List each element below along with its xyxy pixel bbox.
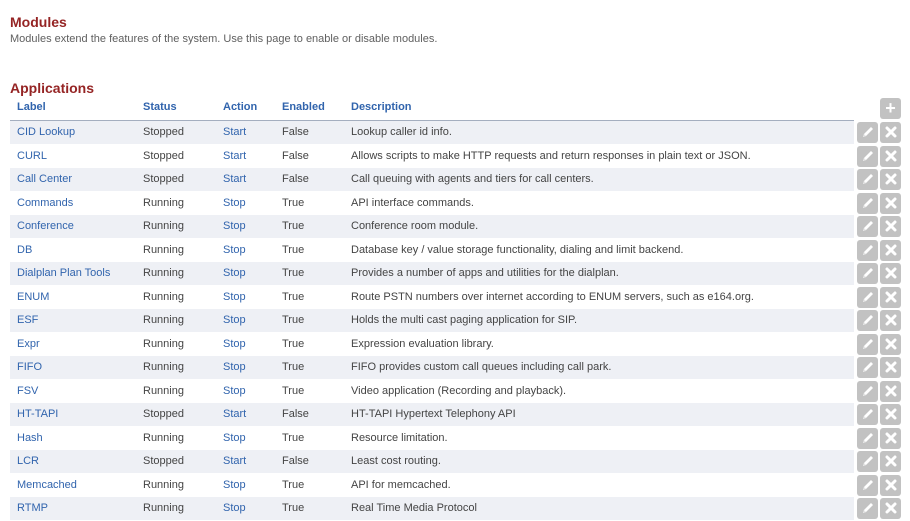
module-label-link[interactable]: LCR: [17, 455, 40, 467]
module-enabled: True: [282, 361, 305, 373]
close-icon: [880, 384, 901, 398]
edit-module-button[interactable]: [857, 122, 878, 143]
edit-module-button[interactable]: [857, 263, 878, 284]
pencil-icon: [857, 313, 878, 327]
delete-module-button[interactable]: [880, 451, 901, 472]
module-description: Route PSTN numbers over internet according to ENUM servers, such as e164.org.: [351, 290, 754, 303]
module-label-link[interactable]: Memcached: [17, 478, 77, 491]
table-row: [0, 403, 910, 427]
module-label-link[interactable]: FIFO: [17, 361, 43, 373]
close-icon: [880, 266, 901, 280]
pencil-icon: [857, 337, 878, 351]
close-icon: [880, 196, 901, 210]
module-status: Stopped: [143, 126, 184, 138]
close-icon: [880, 172, 901, 186]
module-action-link[interactable]: Start: [223, 408, 247, 420]
modules-table: [0, 121, 910, 521]
module-description: Conference room module.: [351, 220, 479, 232]
module-label-link[interactable]: Commands: [17, 196, 74, 209]
module-action-link[interactable]: Stop: [223, 243, 246, 256]
pencil-icon: [857, 149, 878, 163]
close-icon: [880, 219, 901, 233]
delete-module-button[interactable]: [880, 357, 901, 378]
table-row: [0, 356, 910, 380]
module-action-link[interactable]: Stop: [223, 337, 246, 350]
delete-module-button[interactable]: [880, 334, 901, 355]
edit-module-button[interactable]: [857, 451, 878, 472]
close-icon: [880, 149, 901, 163]
module-description: Expression evaluation library.: [351, 337, 494, 350]
module-description: Holds the multi cast paging application for SIP.: [351, 314, 578, 326]
module-action-link[interactable]: Start: [223, 149, 247, 162]
table-row: [0, 286, 910, 310]
column-header-label[interactable]: Label: [17, 101, 46, 113]
close-icon: [880, 313, 901, 327]
module-enabled: True: [282, 243, 305, 256]
module-description: Resource limitation.: [351, 431, 448, 444]
module-action-link[interactable]: Stop: [223, 220, 246, 232]
delete-module-button[interactable]: [880, 122, 901, 143]
edit-module-button[interactable]: [857, 169, 878, 190]
module-enabled: False: [282, 126, 309, 138]
close-icon: [880, 125, 901, 139]
module-description: Database key / value storage functionality, dialing and limit backend.: [351, 243, 684, 256]
module-description: Least cost routing.: [351, 455, 441, 467]
module-action-link[interactable]: Stop: [223, 267, 246, 279]
edit-module-button[interactable]: [857, 357, 878, 378]
pencil-icon: [857, 125, 878, 139]
edit-module-button[interactable]: [857, 216, 878, 237]
edit-module-button[interactable]: [857, 404, 878, 425]
pencil-icon: [857, 219, 878, 233]
edit-module-button[interactable]: [857, 310, 878, 331]
module-action-link[interactable]: Stop: [223, 431, 246, 444]
module-label-link[interactable]: CURL: [17, 149, 47, 162]
close-icon: [880, 431, 901, 445]
module-label-link[interactable]: FSV: [17, 384, 39, 397]
module-enabled: True: [282, 220, 305, 232]
table-row: [0, 168, 910, 192]
column-header-status[interactable]: Status: [143, 101, 177, 113]
pencil-icon: [857, 196, 878, 210]
module-action-link[interactable]: Stop: [223, 196, 246, 209]
close-icon: [880, 360, 901, 374]
table-row: [0, 262, 910, 286]
module-status: Running: [143, 431, 184, 444]
module-enabled: True: [282, 267, 305, 279]
module-description: HT-TAPI Hypertext Telephony API: [351, 408, 516, 420]
module-enabled: True: [282, 337, 305, 350]
module-label-link[interactable]: HT-TAPI: [17, 408, 59, 420]
delete-module-button[interactable]: [880, 381, 901, 402]
delete-module-button[interactable]: [880, 193, 901, 214]
edit-module-button[interactable]: [857, 475, 878, 496]
module-status: Running: [143, 337, 184, 350]
pencil-icon: [857, 454, 878, 468]
table-row: [0, 215, 910, 239]
pencil-icon: [857, 266, 878, 280]
pencil-icon: [857, 360, 878, 374]
table-row: [0, 380, 910, 404]
module-status: Running: [143, 243, 184, 256]
table-row: [0, 145, 910, 169]
module-status: Stopped: [143, 149, 184, 162]
module-status: Running: [143, 502, 184, 514]
module-description: Provides a number of apps and utilities for the dialplan.: [351, 267, 619, 279]
pencil-icon: [857, 290, 878, 304]
pencil-icon: [857, 407, 878, 421]
close-icon: [880, 501, 901, 515]
module-enabled: True: [282, 314, 305, 326]
module-action-link[interactable]: Stop: [223, 502, 246, 514]
module-status: Running: [143, 196, 184, 209]
module-enabled: True: [282, 431, 305, 444]
section-title: Applications: [10, 80, 95, 96]
table-row: [0, 333, 910, 357]
page-title: Modules: [10, 14, 67, 30]
module-action-link[interactable]: Stop: [223, 384, 246, 397]
table-row: [0, 192, 910, 216]
module-enabled: True: [282, 384, 305, 397]
table-row: [0, 474, 910, 498]
module-label-link[interactable]: Hash: [17, 431, 43, 444]
add-module-button[interactable]: [880, 98, 901, 119]
module-enabled: False: [282, 408, 309, 420]
module-status: Stopped: [143, 408, 184, 420]
pencil-icon: [857, 243, 878, 257]
module-enabled: False: [282, 173, 309, 185]
module-description: API interface commands.: [351, 196, 474, 209]
delete-module-button[interactable]: [880, 169, 901, 190]
close-icon: [880, 454, 901, 468]
close-icon: [880, 337, 901, 351]
delete-module-button[interactable]: [880, 263, 901, 284]
edit-module-button[interactable]: [857, 146, 878, 167]
module-status: Stopped: [143, 455, 184, 467]
close-icon: [880, 243, 901, 257]
module-status: Running: [143, 361, 184, 373]
close-icon: [880, 290, 901, 304]
module-status: Running: [143, 314, 184, 326]
module-action-link[interactable]: Stop: [223, 314, 246, 326]
column-header-action[interactable]: Action: [223, 101, 258, 113]
module-action-link[interactable]: Stop: [223, 478, 246, 491]
module-status: Running: [143, 384, 184, 397]
module-label-link[interactable]: Expr: [17, 337, 40, 350]
delete-module-button[interactable]: [880, 475, 901, 496]
pencil-icon: [857, 172, 878, 186]
delete-module-button[interactable]: [880, 428, 901, 449]
pencil-icon: [857, 501, 878, 515]
module-enabled: True: [282, 196, 305, 209]
column-header-enabled[interactable]: Enabled: [282, 101, 325, 113]
module-label-link[interactable]: Call Center: [17, 173, 73, 185]
module-enabled: False: [282, 455, 309, 467]
edit-module-button[interactable]: [857, 334, 878, 355]
pencil-icon: [857, 478, 878, 492]
module-label-link[interactable]: CID Lookup: [17, 126, 76, 138]
module-label-link[interactable]: DB: [17, 243, 33, 256]
delete-module-button[interactable]: [880, 404, 901, 425]
delete-module-button[interactable]: [880, 240, 901, 261]
module-status: Running: [143, 267, 184, 279]
edit-module-button[interactable]: [857, 240, 878, 261]
module-label-link[interactable]: Conference: [17, 220, 74, 232]
module-status: Stopped: [143, 173, 184, 185]
table-row: [0, 450, 910, 474]
module-label-link[interactable]: ESF: [17, 314, 39, 326]
close-icon: [880, 407, 901, 421]
edit-module-button[interactable]: [857, 428, 878, 449]
table-row: [0, 239, 910, 263]
module-action-link[interactable]: Start: [223, 455, 247, 467]
close-icon: [880, 478, 901, 492]
module-action-link[interactable]: Start: [223, 126, 247, 138]
module-enabled: False: [282, 149, 309, 162]
module-action-link[interactable]: Start: [223, 173, 247, 185]
pencil-icon: [857, 431, 878, 445]
module-description: Call queuing with agents and tiers for call centers.: [351, 173, 594, 185]
module-action-link[interactable]: Stop: [223, 290, 246, 303]
module-label-link[interactable]: ENUM: [17, 290, 50, 303]
module-description: Video application (Recording and playback).: [351, 384, 567, 397]
table-row: [0, 309, 910, 333]
module-label-link[interactable]: RTMP: [17, 502, 48, 514]
edit-module-button[interactable]: [857, 193, 878, 214]
module-description: Real Time Media Protocol: [351, 502, 477, 514]
delete-module-button[interactable]: [880, 310, 901, 331]
edit-module-button[interactable]: [857, 287, 878, 308]
module-description: API for memcached.: [351, 478, 451, 491]
table-row: [0, 121, 910, 145]
table-row: [0, 497, 910, 521]
delete-module-button[interactable]: [880, 216, 901, 237]
module-status: Running: [143, 290, 184, 303]
module-label-link[interactable]: Dialplan Plan Tools: [17, 267, 111, 279]
page-subtitle: Modules extend the features of the system. Use this page to enable or disable modules.: [10, 33, 438, 45]
edit-module-button[interactable]: [857, 381, 878, 402]
module-description: FIFO provides custom call queues including call park.: [351, 361, 612, 373]
module-action-link[interactable]: Stop: [223, 361, 246, 373]
module-enabled: True: [282, 478, 305, 491]
module-status: Running: [143, 478, 184, 491]
module-description: Allows scripts to make HTTP requests and return responses in plain text or JSON.: [351, 149, 751, 162]
delete-module-button[interactable]: [880, 146, 901, 167]
module-description: Lookup caller id info.: [351, 126, 452, 138]
column-header-description[interactable]: Description: [351, 101, 412, 113]
table-row: [0, 427, 910, 451]
plus-icon: +: [885, 98, 896, 118]
module-status: Running: [143, 220, 184, 232]
module-enabled: True: [282, 502, 305, 514]
delete-module-button[interactable]: [880, 287, 901, 308]
pencil-icon: [857, 384, 878, 398]
module-enabled: True: [282, 290, 305, 303]
